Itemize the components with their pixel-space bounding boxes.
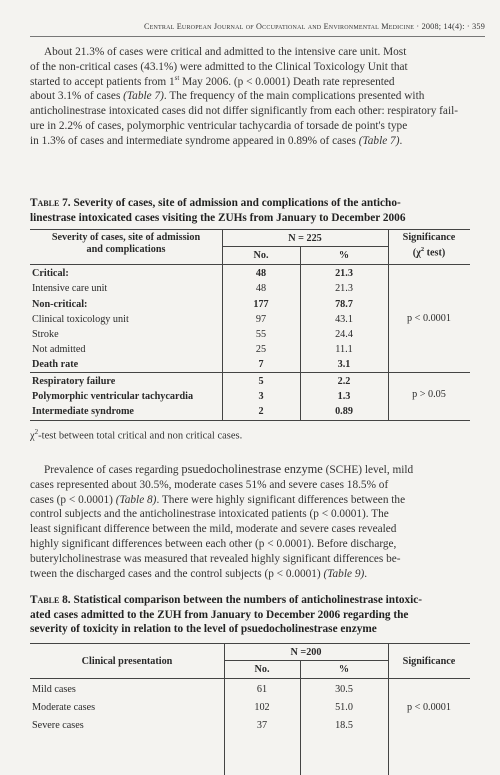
text-line [30,89,470,104]
caption-line: linestrase intoxicated cases visiting the ZUHs from January to December 2006 [30,211,406,224]
significance-header: Significance [402,656,456,667]
text-span: . [364,567,368,580]
journal-citation: 2008; 14(4): · 359 [421,22,485,31]
row-percent: 3.1 [337,359,351,370]
table-rule [300,660,301,775]
table-rule [224,660,388,661]
row-label: Moderate cases [32,702,96,713]
row-label: Respiratory failure [32,376,116,387]
row-percent: 30.5 [335,684,353,695]
row-label: Death rate [32,359,79,370]
no-header: No. [254,664,270,675]
text-span: psuedocholinestrase enzyme [181,462,323,476]
text-line [30,134,470,149]
text-span: in 1.3% of cases and intermediate syndrome appeared in 0.89% of cases [30,134,359,147]
text-span: Prevalence of cases regarding [44,464,182,476]
header-line: Significance [402,232,456,243]
text-line [30,75,470,90]
text-line: cases represented about 30.5%, moderate cases 51% and severe cases 18.5% of [30,478,389,491]
table-label: Table 7. [30,197,71,209]
superscript: 2 [420,246,425,253]
row-count: 97 [255,314,267,325]
caption-line [30,593,470,608]
text-line: control subjects and the anticholinestrase intoxicated patients (p < 0.0001). The [30,508,389,521]
row-count: 37 [256,720,268,731]
row-label: Clinical toxicology unit [32,314,129,325]
text-line: anticholinestrase intoxicated cases did not differ significantly from each other: respiratory fail- [30,105,458,118]
table-reference: (Table 8) [115,493,157,506]
row-percent: 0.89 [335,406,353,417]
row-percent: 43.1 [335,314,353,325]
row-count: 48 [255,283,267,294]
row-label: Not admitted [32,344,86,355]
column-header: Clinical presentation [81,656,173,667]
caption-line [30,196,470,211]
row-label: Non-critical: [32,299,88,310]
row-count: 5 [258,376,264,387]
text-line: of the non-critical cases (43.1%) were admitted to the Clinical Toxicology Unit that [30,60,408,73]
table-rule [30,643,470,644]
table-label: Table 8. [30,594,71,606]
header-rule [30,36,485,37]
header-separator: · [414,22,422,31]
caption-text: Severity of cases, site of admission and complications of the anticho- [70,197,401,209]
table8-caption [30,593,470,637]
superscript: 2 [34,428,39,436]
row-percent: 1.3 [337,391,351,402]
significance-header [388,232,470,259]
table-rule [30,372,470,373]
table-rule [222,246,388,247]
text-line [30,462,470,478]
text-span: about 3.1% of cases [30,90,124,103]
row-percent: 51.0 [335,702,353,713]
row-count: 25 [255,344,267,355]
text-line [30,493,470,508]
row-label: Stroke [32,329,59,340]
footnote-span: -test between total critical and non critical cases. [38,430,243,442]
row-count: 177 [253,299,269,310]
row-count: 7 [258,359,264,370]
text-span: (SCHE) level, mild [322,464,414,476]
row-label: Intermediate syndrome [32,406,134,417]
header-line [388,244,470,259]
row-label: Severe cases [32,720,84,731]
caption-text: Statistical comparison between the numbers of anticholinestrase intoxic- [70,594,423,606]
pct-header: % [338,250,350,261]
text-line: ure in 2.2% of cases, polymorphic ventricular tachycardia of torsade de point's type [30,119,408,132]
header-line: and complications [86,244,166,255]
footnote-span: χ [30,430,35,442]
intro-paragraph [30,45,470,149]
text-span: May 2006. (p < 0.0001) Death rate represented [179,75,395,88]
row-percent: 21.3 [335,283,353,294]
text-line: least significant difference between the mild, moderate and severe cases revealed [30,523,397,536]
row-label: Intensive care unit [32,283,108,294]
table7-caption [30,196,470,225]
significance-value: p < 0.0001 [407,702,451,713]
header-span: (χ [412,247,421,259]
row-count: 3 [258,391,264,402]
text-span: started to accept patients from 1 [30,75,175,88]
table-rule [30,229,470,230]
n-header: N = 225 [288,233,322,244]
header-span: test) [424,247,446,259]
table-rule [30,678,470,679]
text-line [30,567,470,582]
sche-paragraph [30,462,470,581]
text-line: About 21.3% of cases were critical and admitted to the intensive care unit. Most [44,46,407,58]
row-label: Mild cases [32,684,76,695]
column-header [30,232,222,256]
table-reference: (Table 9) [323,567,365,580]
no-header: No. [253,250,269,261]
header-line: Severity of cases, site of admission [51,232,201,243]
row-count: 2 [258,406,264,417]
running-header [30,22,485,31]
table-rule [30,264,470,265]
text-span: tween the discharged cases and the control subjects (p < 0.0001) [30,567,324,580]
row-count: 48 [255,268,267,279]
text-span: . There were highly significant differences between the [156,493,406,506]
row-label: Polymorphic ventricular tachycardia [32,391,194,402]
table7-footnote [30,428,242,442]
text-line: buterylcholinestrase was measured that revealed highly significant differences be- [30,552,401,565]
table-reference: (Table 7) [358,134,400,147]
row-label: Critical: [32,268,69,279]
significance-value: p > 0.05 [412,389,446,400]
table-reference: (Table 7) [123,90,164,103]
pct-header: % [338,664,350,675]
row-count: 61 [256,684,268,695]
row-percent: 2.2 [337,376,351,387]
text-line: highly significant differences between each other (p < 0.0001). Before discharge, [30,537,397,550]
significance-value: p < 0.0001 [407,313,451,324]
row-percent: 78.7 [335,299,353,310]
journal-name: Central European Journal of Occupational and Environmental Medicine [143,22,415,31]
superscript: st [174,73,180,82]
n-header: N =200 [290,647,322,658]
caption-line: ated cases admitted to the ZUH from January to December 2006 regarding the [30,608,409,621]
text-span: cases (p < 0.0001) [30,493,116,506]
row-percent: 11.1 [335,344,353,355]
row-percent: 18.5 [335,720,353,731]
row-count: 102 [254,702,270,713]
text-span: . [399,134,403,147]
caption-line: severity of toxicity in relation to the level of psuedocholinestrase enzyme [30,623,377,636]
text-span: . The frequency of the main complications presented with [163,90,425,103]
row-percent: 24.4 [335,329,353,340]
row-count: 55 [255,329,267,340]
row-percent: 21.3 [335,268,353,279]
table-rule [30,420,470,421]
